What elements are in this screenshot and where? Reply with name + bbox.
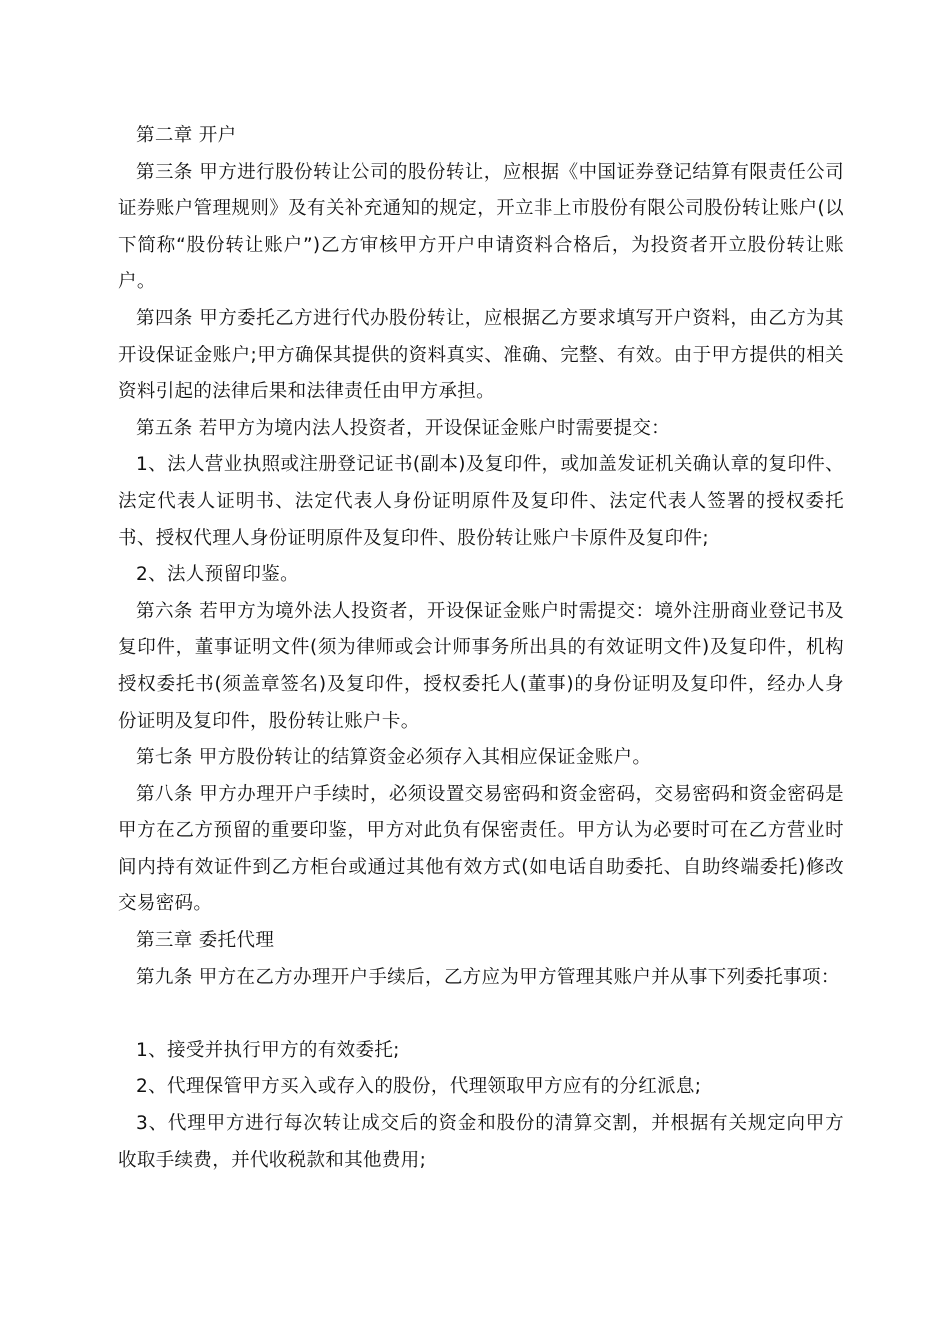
- article-9-item-1: 1、接受并执行甲方的有效委托;: [136, 1039, 400, 1061]
- chapter-2-heading: 第二章 开户: [136, 125, 237, 146]
- blank-line: [118, 996, 844, 1033]
- article-8: 第八条 甲方办理开户手续时，必须设置交易密码和资金密码，交易密码和资金密码是甲方在乙方预留的重要印鉴，甲方对此负有保密责任。甲方认为必要时可在乙方营业时间内持有效证件到乙方柜台或通过其他有效方式(如电话自助委托、自助终端委托)修改交易密码。: [118, 783, 844, 915]
- article-6: 第六条 若甲方为境外法人投资者，开设保证金账户时需提交：境外注册商业登记书及复印件，董事证明文件(须为律师或会计师事务所出具的有效证明文件)及复印件，机构授权委托书(须盖章签名)及复印件，授权委托人(董事)的身份证明及复印件，经办人身份证明及复印件，股份转让账户卡。: [118, 600, 844, 732]
- article-9: 第九条 甲方在乙方办理开户手续后，乙方应为甲方管理其账户并从事下列委托事项：: [136, 966, 840, 988]
- article-5-item-2: 2、法人预留印鉴。: [136, 564, 299, 586]
- article-9-item-3: 3、代理甲方进行每次转让成交后的资金和股份的清算交割，并根据有关规定向甲方收取手续费，并代收税款和其他费用;: [118, 1113, 844, 1171]
- article-3: 第三条 甲方进行股份转让公司的股份转让，应根据《中国证券登记结算有限责任公司证券账户管理规则》及有关补充通知的规定，开立非上市股份有限公司股份转让账户(以下简称“股份转让账户”)乙方审核甲方开户申请资料合格后，为投资者开立股份转让账户。: [118, 161, 844, 293]
- article-7: 第七条 甲方股份转让的结算资金必须存入其相应保证金账户。: [136, 747, 652, 769]
- article-5-item-1: 1、法人营业执照或注册登记证书(副本)及复印件，或加盖发证机关确认章的复印件、法定代表人证明书、法定代表人身份证明原件及复印件、法定代表人签署的授权委托书、授权代理人身份证明原件及复印件、股份转让账户卡原件及复印件;: [118, 454, 844, 549]
- chapter-3-heading: 第三章 委托代理: [136, 930, 275, 952]
- document-body: [118, 118, 844, 1179]
- article-4: 第四条 甲方委托乙方进行代办股份转让，应根据乙方要求填写开户资料，由乙方为其开设保证金账户;甲方确保其提供的资料真实、准确、完整、有效。由于甲方提供的相关资料引起的法律后果和法律责任由甲方承担。: [118, 307, 844, 403]
- article-5: 第五条 若甲方为境内法人投资者，开设保证金账户时需要提交：: [136, 417, 671, 439]
- article-9-item-2: 2、代理保管甲方买入或存入的股份，代理领取甲方应有的分红派息;: [136, 1076, 702, 1098]
